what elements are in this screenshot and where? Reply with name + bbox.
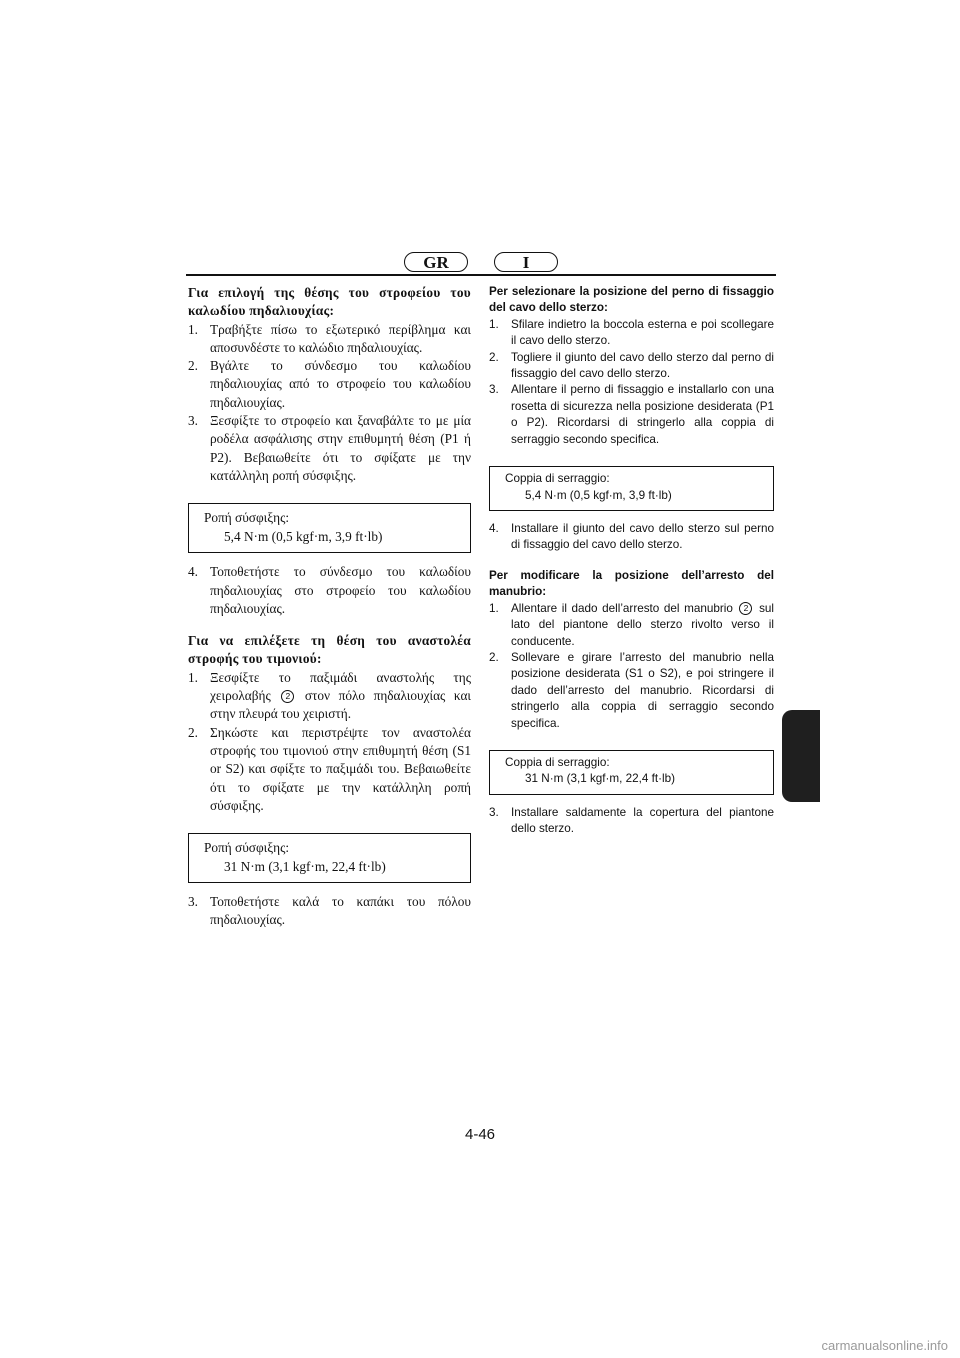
step-text: Allentare il dado dell’arresto del manubrio	[511, 601, 733, 615]
callout-number-2: 2	[281, 690, 294, 703]
step-number: 3.	[188, 413, 198, 429]
step-text: Σηκώστε και περιστρέψτε τον αναστολέα στροφής του τιμονιού στην επιθυμητή θέση (S1 or S2) και σφίξτε το παξιμάδι του. Βεβαιωθείτε ότι το σφίξατε με την κατάλληλη ροπή σύσφιξης.	[210, 724, 471, 813]
greek-column	[188, 284, 471, 930]
step-item	[188, 412, 471, 485]
step-text: στον πόλο πηδαλιουχίας και στην πλευρά του χειριστή.	[210, 688, 472, 722]
torque-spec-box	[489, 750, 774, 795]
step-text: Sollevare e girare l’arresto del manubrio nella posizione desiderata (S1 o S2), e poi stringere il dado dell’arresto del manubrio. Ricordarsi di stringerlo alla coppia di serraggio secondo specifica.	[511, 650, 774, 730]
spec-value: 5,4 N·m (0,5 kgf·m, 3,9 ft·lb)	[525, 488, 672, 502]
step-text: Τραβήξτε πίσω το εξωτερικό περίβλημα και αποσυνδέστε το καλώδιο πηδαλιουχίας.	[210, 321, 471, 355]
step-number: 1.	[489, 317, 499, 331]
step-list	[188, 893, 471, 930]
header-rule	[186, 274, 776, 276]
spec-label: Ροπή σύσφιξης:	[204, 510, 290, 526]
step-list	[489, 317, 774, 448]
step-text: Installare il giunto del cavo dello sterzo sul perno di fissaggio del cavo dello sterzo.	[511, 522, 774, 552]
spec-value: 5,4 N·m (0,5 kgf·m, 3,9 ft·lb)	[224, 529, 383, 545]
step-text: Τοποθετήστε το σύνδεσμο του καλωδίου πηδαλιουχίας στο στροφείο του καλωδίου πηδαλιουχίας.	[210, 564, 471, 616]
step-number: 3.	[489, 805, 499, 819]
torque-spec-box	[489, 466, 774, 511]
step-item	[188, 669, 471, 724]
torque-spec-box	[188, 503, 471, 553]
step-item	[188, 321, 471, 358]
step-number: 2.	[188, 358, 198, 374]
step-list	[489, 521, 774, 554]
spec-label: Coppia di serraggio:	[505, 755, 610, 769]
step-text: Τοποθετήστε καλά το καπάκι του πόλου πηδαλιουχίας.	[210, 894, 471, 928]
step-item	[489, 382, 774, 448]
step-list	[188, 321, 471, 486]
step-text: Installare saldamente la copertura del piantone dello sterzo.	[511, 805, 774, 836]
step-item	[188, 724, 471, 815]
step-number: 2.	[489, 650, 499, 664]
step-text: Allentare il perno di fissaggio e installarlo con una rosetta di sicurezza nella posizione desiderata (P1 o P2). Ricordarsi di stringerlo alla coppia di serraggio secondo specifica.	[511, 383, 774, 446]
step-item	[188, 357, 471, 412]
page-header	[186, 250, 776, 277]
step-text: Ξεσφίξτε το στροφείο και ξαναβάλτε το με μία ροδέλα ασφάλισης στην επιθυμητή θέση (P1 ή P2). Βεβαιωθείτε ότι το σφίξατε με την κατάλληλη ροπή σύσφιξης.	[210, 413, 471, 483]
step-number: 1.	[489, 601, 499, 615]
step-number: 4.	[489, 522, 499, 536]
section-heading: Για να επιλέξετε τη θέση του αναστολέα στροφής του τιμονιού:	[188, 633, 471, 667]
step-list	[489, 805, 774, 838]
step-text: sul lato del piantone dello sterzo rivolto verso il conducente.	[511, 601, 775, 648]
step-item	[188, 893, 471, 930]
step-list	[489, 601, 774, 732]
step-number: 2.	[489, 350, 499, 364]
step-item	[489, 805, 774, 838]
torque-spec-box	[188, 833, 471, 883]
watermark: carmanualsonline.info	[821, 1338, 948, 1353]
language-badge-greek: GR	[404, 252, 468, 272]
step-number: 2.	[188, 724, 198, 740]
step-item	[489, 317, 774, 350]
step-item	[188, 563, 471, 618]
italian-column	[489, 284, 774, 838]
language-badge-italian: I	[494, 252, 558, 272]
step-text: Βγάλτε το σύνδεσμο του καλωδίου πηδαλιουχίας από το στροφείο του καλωδίου πηδαλιουχίας.	[210, 358, 471, 410]
step-text: Togliere il giunto del cavo dello sterzo dal perno di fissaggio del cavo dello sterzo.	[511, 350, 774, 381]
step-list	[188, 669, 471, 815]
step-item	[489, 650, 774, 732]
section-heading: Per modificare la posizione dell’arresto del manubrio:	[489, 568, 774, 599]
step-number: 1.	[188, 669, 198, 685]
step-number: 3.	[489, 383, 499, 397]
step-item	[489, 601, 774, 650]
spec-label: Coppia di serraggio:	[505, 472, 610, 486]
step-item	[489, 521, 774, 554]
step-number: 1.	[188, 321, 198, 337]
spec-label: Ροπή σύσφιξης:	[204, 840, 290, 856]
step-number: 4.	[188, 564, 198, 580]
page-number: 4-46	[464, 1126, 496, 1143]
step-list	[188, 563, 471, 618]
step-text: Sfilare indietro la boccola esterna e poi scollegare il cavo dello sterzo.	[511, 317, 774, 348]
section-heading: Για επιλογή της θέσης του στροφείου του καλωδίου πηδαλιουχίας:	[188, 285, 471, 319]
callout-number-2: 2	[739, 602, 752, 615]
spec-value: 31 N·m (3,1 kgf·m, 22,4 ft·lb)	[525, 772, 676, 786]
section-heading: Per selezionare la posizione del perno di fissaggio del cavo dello sterzo:	[489, 285, 774, 315]
step-text: Ξεσφίξτε το παξιμάδι αναστολής της χειρολαβής	[210, 669, 471, 704]
spec-value: 31 N·m (3,1 kgf·m, 22,4 ft·lb)	[224, 859, 386, 875]
chapter-thumb-tab	[782, 710, 820, 802]
step-number: 3.	[188, 894, 198, 910]
step-item	[489, 350, 774, 383]
